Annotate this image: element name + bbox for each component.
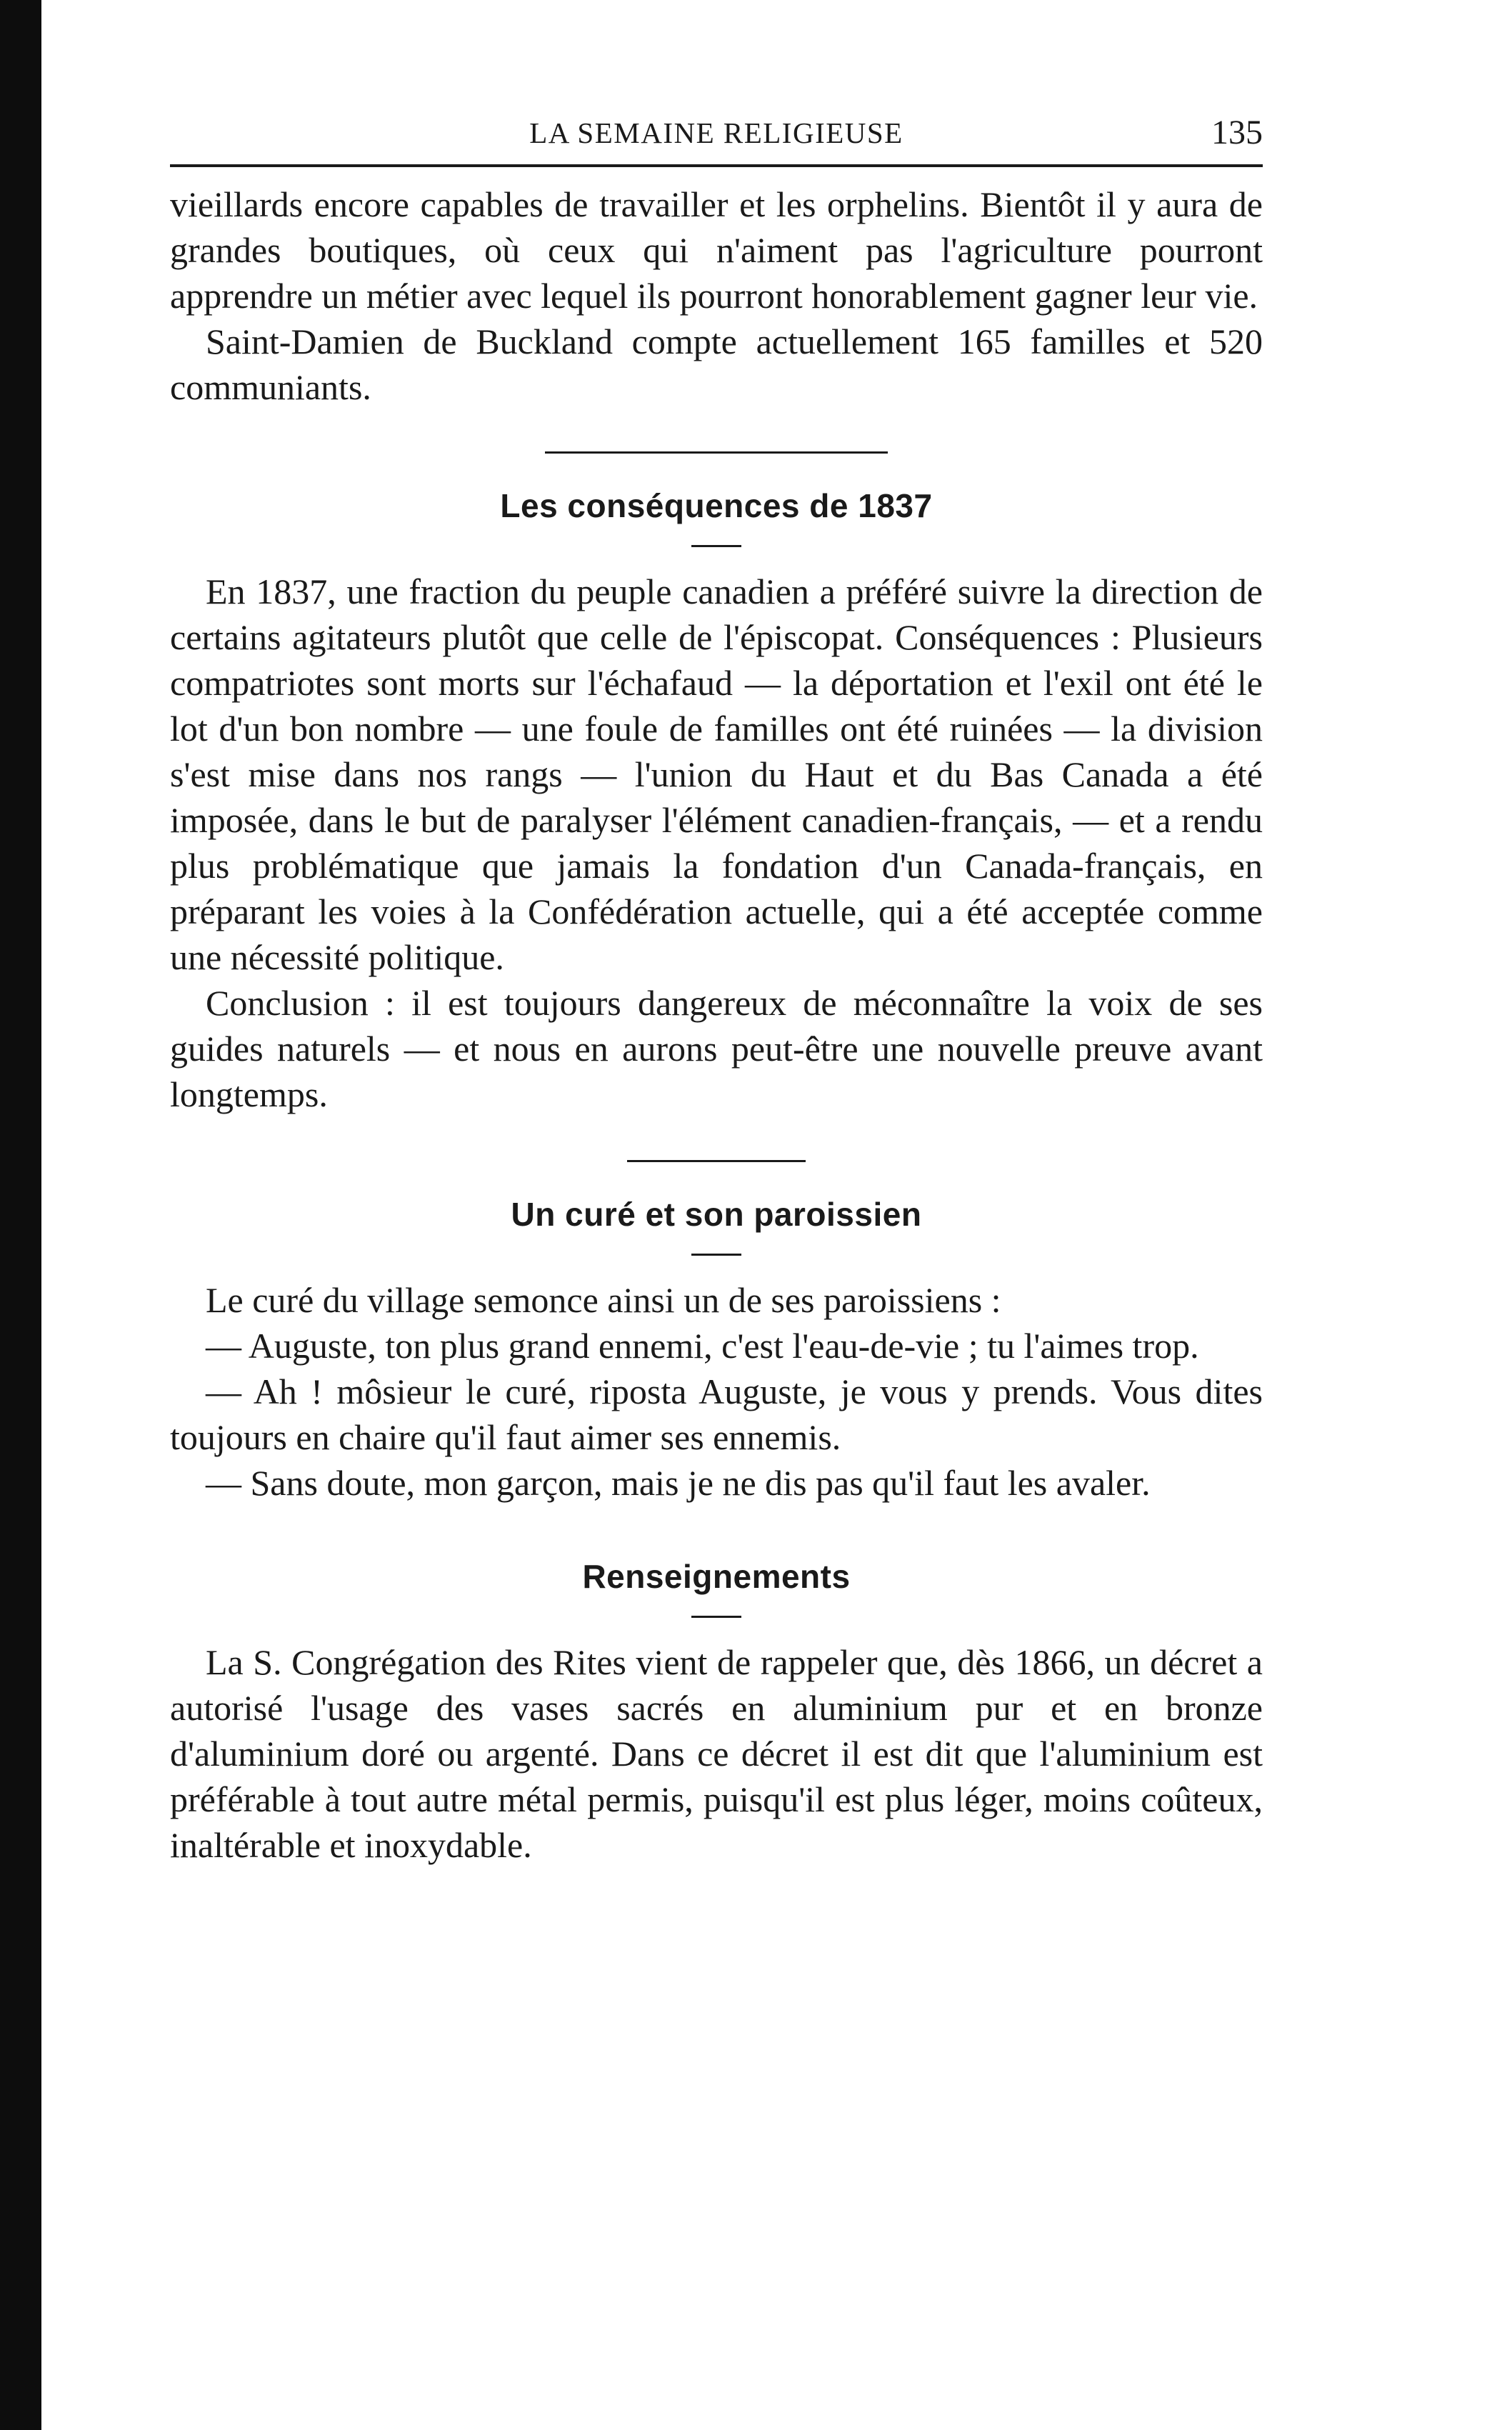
book-page — [170, 107, 1263, 1868]
running-title: LA SEMAINE RELIGIEUSE — [529, 116, 903, 149]
title-dash — [691, 1616, 741, 1618]
running-head — [170, 107, 1263, 164]
renseignements-paragraph: La S. Congrégation des Rites vient de rappeler que, dès 1866, un décret a autorisé l'usage des vases sacrés en aluminium pur et en bronze d'aluminium doré ou argenté. Dans ce décret il est dit que l'aluminium est préférable à tout autre métal permis, puisqu'il est plus léger, moins coûteux, inaltérable et inoxydable. — [170, 1642, 1263, 1865]
title-dash — [691, 1254, 741, 1256]
scan-binding-edge — [0, 0, 41, 2430]
intro-paragraph-continuation: vieillards encore capables de travailler et les orphelins. Bientôt il y aura de grandes boutiques, où ceux qui n'aiment pas l'agriculture pourront apprendre un métier avec lequel ils pourront honorablement gagner leur vie. — [170, 184, 1263, 316]
cure-paragraph-intro: Le curé du village semonce ainsi un de ses paroissiens : — [206, 1280, 1001, 1320]
section-separator-rule — [545, 451, 888, 454]
section-title-cure: Un curé et son paroissien — [511, 1196, 922, 1233]
conclusion-paragraph: Conclusion : il est toujours dangereux de méconnaître la voix de ses guides naturels — et nous en aurons peut-être une nouvelle preuve avant longtemps. — [170, 983, 1263, 1114]
section-title-consequences: Les conséquences de 1837 — [500, 487, 933, 524]
header-rule — [170, 164, 1263, 167]
cure-dialogue-line: — Sans doute, mon garçon, mais je ne dis pas qu'il faut les avaler. — [206, 1463, 1151, 1503]
intro-paragraph-buckland: Saint-Damien de Buckland compte actuellement 165 familles et 520 communiants. — [170, 321, 1263, 407]
section-separator-rule — [627, 1160, 806, 1162]
page-number: 135 — [1211, 114, 1263, 151]
title-dash — [691, 545, 741, 547]
cure-dialogue-line: — Ah ! môsieur le curé, riposta Auguste, je vous y prends. Vous dites toujours en chaire qu'il faut aimer ses ennemis. — [170, 1371, 1263, 1457]
section-title-renseignements: Renseignements — [582, 1558, 851, 1595]
consequences-paragraph: En 1837, une fraction du peuple canadien a préféré suivre la direction de certains agitateurs plutôt que celle de l'épiscopat. Conséquences : Plusieurs compatriotes sont morts sur l'échafaud — la déportation et l'exil ont été le lot d'un bon nombre — une foule de familles ont été ruinées — la division s'est mise dans nos rangs — l'union du Haut et du Bas Canada a été imposée, dans le but de paralyser l'élément canadien-français, — et a rendu plus problématique que jamais la fondation d'un Canada-français, en préparant les voies à la Confédération actuelle, qui a été acceptée comme une nécessité politique. — [170, 571, 1263, 977]
cure-dialogue-line: — Auguste, ton plus grand ennemi, c'est l'eau-de-vie ; tu l'aimes trop. — [206, 1326, 1199, 1366]
